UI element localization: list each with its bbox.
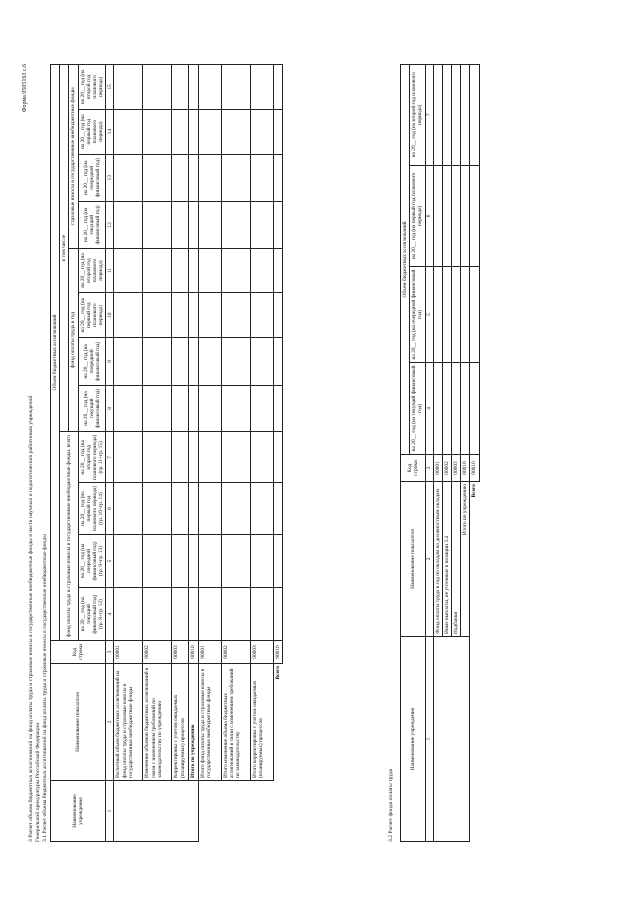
th-fot-total: фонд оплаты труда и страховые взносы в государственные внебюджетные фонды, всего [60,431,78,640]
th-code: Код строки [51,640,106,663]
table-row [172,64,189,841]
table-row [114,64,143,841]
col-num: 14 [106,109,114,154]
th-ins-y1: на 20__ год (на текущий финансовый год) [78,201,106,248]
th-fot-y4: на 20__ год (на второй год планового периода) [78,248,106,293]
table-3-2 [400,64,480,842]
th-ins-y2: на 20__ год (на очередной финансовый год) [78,154,106,201]
grand-total-row [273,64,282,841]
col-num: 8 [106,385,114,432]
total-code: 90003 [250,640,273,663]
total-code: 90001 [198,640,221,663]
table-row [143,64,172,841]
th-y2-2: на 20__ год (на очередной финансовый год) [410,266,425,362]
col-num: 11 [106,248,114,293]
th-fot-y1: на 20__ год (на текущий финансовый год) [78,385,106,432]
row-label: Изменение объемов бюджетных ассигнований в связи с изменением требований по законодательству по учреждению [143,663,172,780]
col-num: 6 [425,165,433,267]
col-num: 10 [106,292,114,337]
col-num: 3 [425,454,433,481]
th-ins-y4: на 20__ год (на второй год планового периода) [78,64,106,109]
row-code: 00002 [442,454,451,481]
th-institution-2: Наименование учреждения [401,636,426,841]
th-indicator-2: Наименование показателя [401,481,426,636]
col-num: 7 [106,431,114,482]
grand-total-label: Всего [471,483,478,497]
section-title-3-1: 3.1 Расчет объема бюджетных ассигнований на фонд оплаты труда и страховые взносы в государственные внебюджетные фонды [42,533,48,842]
col-num: 7 [425,64,433,165]
col-num: 4 [106,587,114,640]
col-num: 2 [425,481,433,636]
row-label: Расчетный объем бюджетных ассигнований на фонд оплаты труда и страховые взносы в государственные внебюджетные фонды [114,663,143,780]
grand-total-row [470,64,479,841]
col-num: 1 [106,780,114,841]
th-y4-sum: на 20__ год (на второй год планового периода) (гр. 11+гр. 15) [78,431,106,482]
th-volume-2: Объем бюджетных ассигнований [401,64,410,454]
th-y3-sum: на 20__ год (на первый год планового периода) (гр. 10+гр. 14) [78,482,106,533]
col-num: 12 [106,201,114,248]
row-label: Фонд оплаты труда в год по окладам по должностным окладам [433,481,442,636]
column-numbers-row [106,64,114,841]
total-code: 90002 [221,640,250,663]
col-num: 3 [106,640,114,663]
grand-total-code: 90010 [470,454,479,481]
th-y4-2: на 20__ год (на второй год планового периода) [410,64,425,165]
row-code: 00002 [143,640,172,663]
th-volume: Объем бюджетных ассигнований [51,64,60,640]
th-indicator: Наименование показателя [51,663,106,780]
table-row [433,64,442,841]
total-label: Итого фонд оплаты труда и страховые взносы в государственные внебюджетные фонды [198,663,221,780]
th-y1-2: на 20__ год (на текущий финансовый год) [410,362,425,454]
th-code-2: Код строки [401,454,426,481]
row-label: Итого по учреждению [461,481,470,636]
row-label: Корректировка с учетом ожидаемых (планируемых) процессов [172,663,189,780]
th-fot-y2: на 20__ год (на очередной финансовый год) [78,337,106,384]
col-num: 5 [425,266,433,362]
column-numbers-row [425,64,433,841]
th-incl: в том числе [60,64,69,431]
row-code: 00001 [114,640,143,663]
th-y2-sum: на 20__ год (на очередной финансовый год) (гр. 9+гр. 13) [78,534,106,588]
row-code: 00010 [461,454,470,481]
col-num: 4 [425,362,433,454]
grand-total-label: Всего [274,665,281,679]
total-label: Итого корректировка с учетом ожидаемых (планируемых) процессов [250,663,273,780]
th-fot-y3: на 20__ год (на первый год планового периода) [78,292,106,337]
col-num: 6 [106,482,114,533]
section-title-3: 3 Расчет объема бюджетных ассигнований на фонд оплаты труда и страховые взносы в государственные внебюджетные фонды в части научных и педагогических работников учреждений [28,395,34,842]
th-ins: страховые взносы в государственные внебюджетные фонды [69,64,78,248]
row-code: 00001 [433,454,442,481]
col-num: 15 [106,64,114,109]
institution-cell [114,780,198,841]
th-fot: фонд оплаты труда в год [69,248,78,432]
row-code: 00003 [452,454,461,481]
section-subtitle: Генеральной прокуратуры Российской Федерации [35,722,41,842]
total-label: Итого изменение объема бюджетных ассигнований в связи с изменением требований по законодательству [221,663,250,780]
rotated-form-page [22,58,590,848]
col-num: 5 [106,534,114,588]
row-label: Надбавки [452,481,461,636]
col-num: 1 [425,636,433,841]
row-label: Иные выплаты, не учтенные в позиции 3.4 [442,481,451,636]
grand-total-code: 90010 [273,640,282,663]
total-row [221,64,250,841]
th-institution: Наименование учреждения [51,780,106,841]
section-title-3-2: 3.2 Расчет фонда оплаты труда [388,768,394,842]
row-code: 00003 [172,640,189,663]
th-y1-sum: на 20__ год (на текущий финансовый год) (гр. 8+гр. 12) [78,587,106,640]
total-row [198,64,221,841]
institution-cell-2 [433,636,470,841]
col-num: 13 [106,154,114,201]
table-3-1 [50,64,283,842]
form-code: Форма 0505163 с.6 [22,63,28,112]
col-num: 9 [106,337,114,384]
col-num: 2 [106,663,114,780]
th-y3-2: на 20__ год (на первый год планового периода) [410,165,425,267]
table-row [189,64,198,841]
total-row [250,64,273,841]
row-code: 00010 [189,640,198,663]
th-ins-y3: на 20__ год (на первый год планового периода) [78,109,106,154]
row-label: Итого по учреждению [189,663,198,780]
